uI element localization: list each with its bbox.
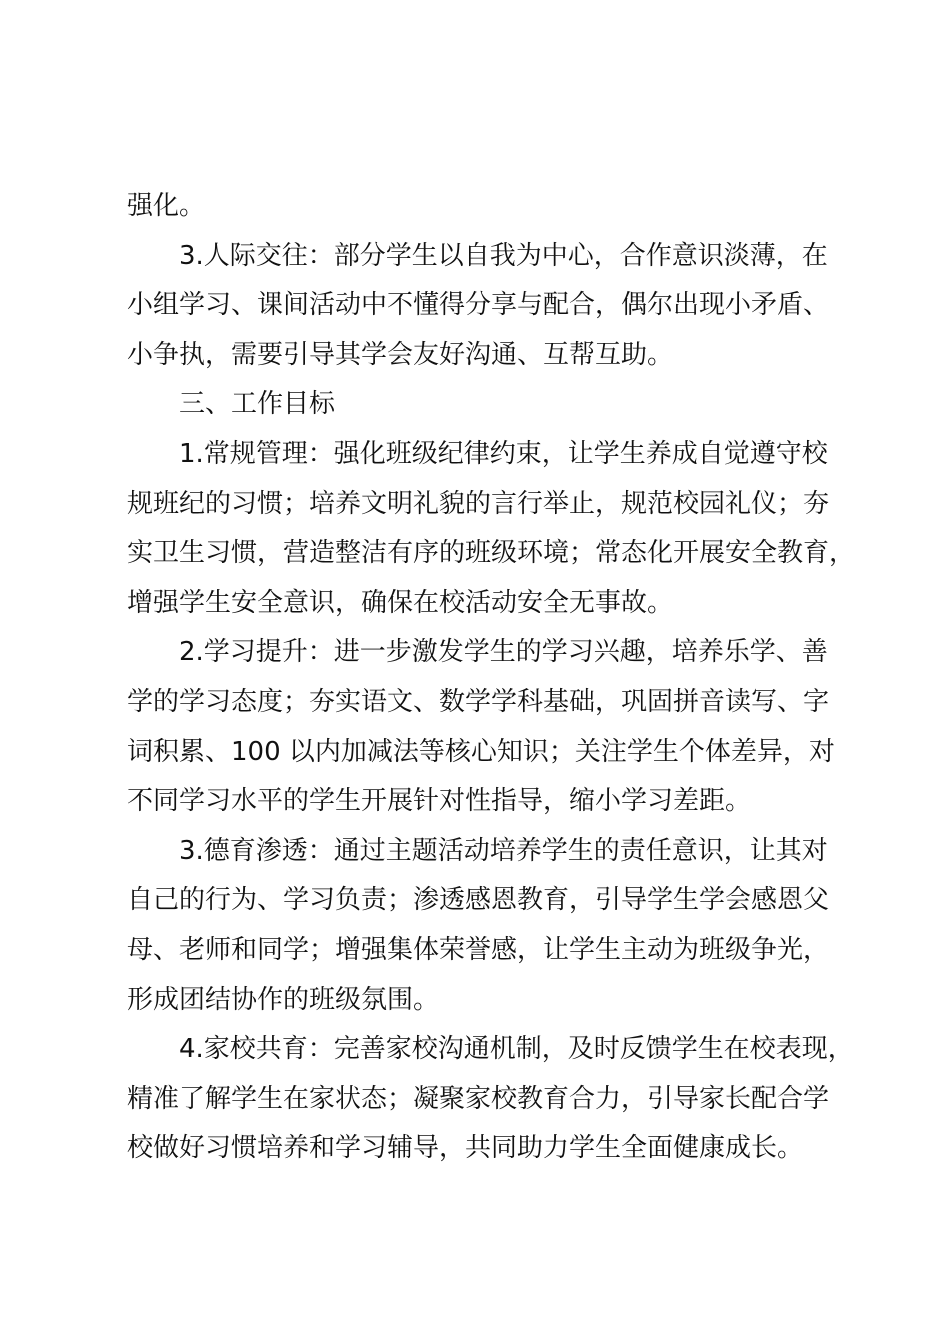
text-line: 精准了解学生在家状态；凝聚家校教育合力，引导家长配合学 [127, 1083, 830, 1114]
paragraph-routine-management-start: 1.常规管理：强化班级纪律约束，让学生养成自觉遵守校 [179, 438, 828, 469]
paragraph-interpersonal-start: 3.人际交往：部分学生以自我为中心，合作意识淡薄，在 [179, 240, 828, 271]
text-line: 校做好习惯培养和学习辅导，共同助力学生全面健康成长。 [127, 1133, 804, 1164]
text-line: 不同学习水平的学生开展针对性指导，缩小学习差距。 [127, 786, 752, 817]
text-line: 强化。 [127, 191, 206, 221]
paragraph-home-school-start: 4.家校共育：完善家校沟通机制，及时反馈学生在校表现， [179, 1034, 854, 1065]
section-heading-work-goals: 三、工作目标 [179, 389, 336, 420]
text-line: 小组学习、课间活动中不懂得分享与配合，偶尔出现小矛盾、 [127, 290, 830, 321]
text-line: 规班纪的习惯；培养文明礼貌的言行举止，规范校园礼仪；夯 [127, 488, 830, 519]
text-line: 词积累、100 以内加减法等核心知识；关注学生个体差异，对 [127, 736, 835, 767]
text-line: 小争执，需要引导其学会友好沟通、互帮互助。 [127, 339, 674, 370]
text-line: 母、老师和同学；增强集体荣誉感，让学生主动为班级争光， [127, 934, 830, 965]
text-line: 自己的行为、学习负责；渗透感恩教育，引导学生学会感恩父 [127, 885, 830, 916]
text-line: 增强学生安全意识，确保在校活动安全无事故。 [127, 587, 674, 618]
text-line: 形成团结协作的班级氛围。 [127, 984, 440, 1015]
paragraph-moral-education-start: 3.德育渗透：通过主题活动培养学生的责任意识，让其对 [179, 835, 828, 866]
text-line: 学的学习态度；夯实语文、数学学科基础，巩固拼音读写、字 [127, 686, 830, 717]
paragraph-learning-improvement-start: 2.学习提升：进一步激发学生的学习兴趣，培养乐学、善 [179, 637, 828, 668]
document-body [127, 182, 856, 1174]
text-line: 实卫生习惯，营造整洁有序的班级环境；常态化开展安全教育， [127, 538, 856, 569]
